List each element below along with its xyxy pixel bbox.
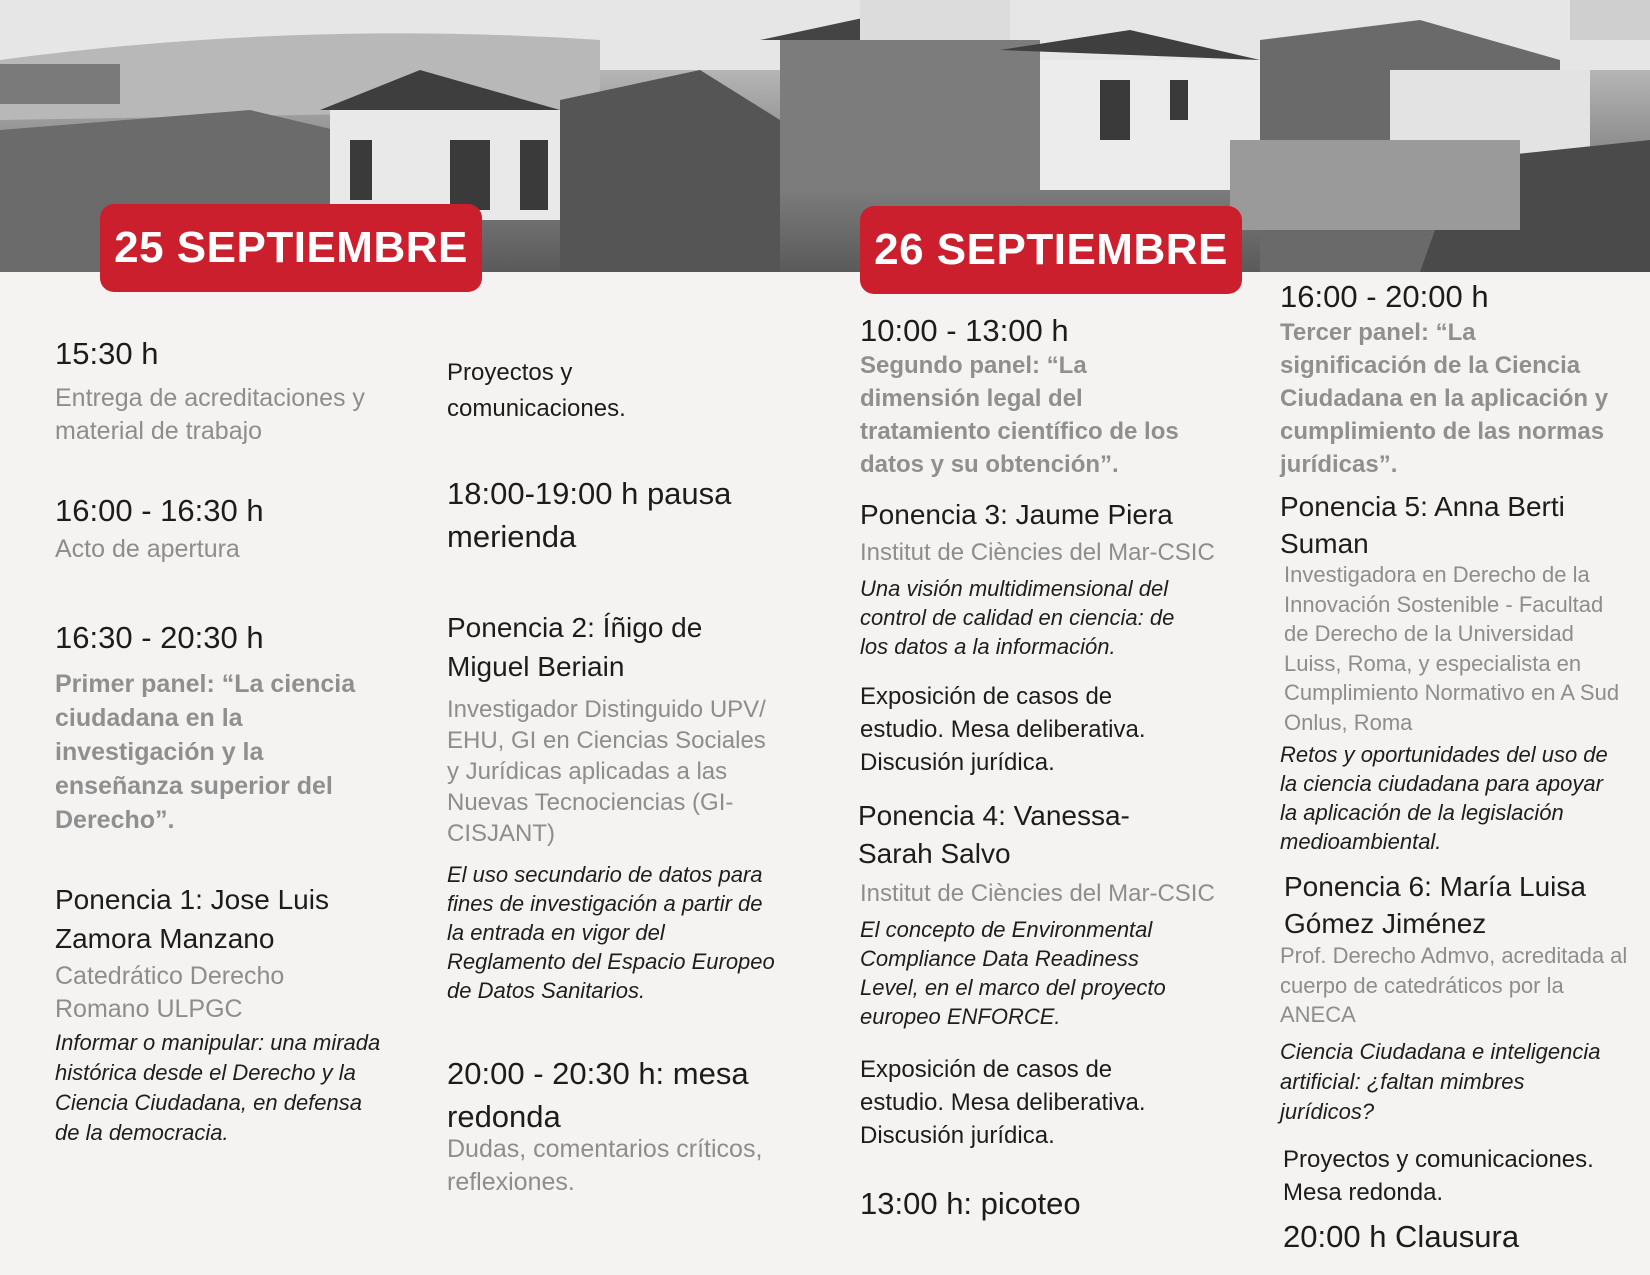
- date-label-25: 25 SEPTIEMBRE: [114, 223, 468, 272]
- time-1630-2030: 16:30 - 20:30 h: [55, 620, 264, 655]
- time-1600-2000: 16:00 - 20:00 h: [1280, 279, 1489, 314]
- ponencia-3-talk: Una visión multidimensional del control de calidad en ciencia: de los datos a la información.: [860, 576, 1175, 659]
- proyectos-mesa-redonda-day2: Proyectos y comunicaciones. Mesa redonda.: [1283, 1146, 1594, 1206]
- ponencia-2-title: Ponencia 2: Íñigo de Miguel Beriain: [447, 612, 703, 682]
- proyectos-comunicaciones-day1: Proyectos y comunicaciones.: [447, 359, 626, 422]
- mesa-redonda-desc: Dudas, comentarios críticos, reflexiones.: [447, 1135, 763, 1197]
- ponencia-1-title: Ponencia 1: Jose Luis Zamora Manzano: [55, 884, 329, 954]
- ponencia-4-affiliation: Institut de Ciències del Mar-CSIC: [860, 880, 1215, 907]
- ponencia-4-title: Ponencia 4: Vanessa-Sarah Salvo: [858, 800, 1130, 869]
- second-panel-title: Segundo panel: “La dimensión legal del tratamiento científico de los datos y su obtención”.: [860, 352, 1179, 478]
- clausura: 20:00 h Clausura: [1283, 1219, 1520, 1254]
- opening-act-text: Acto de apertura: [55, 535, 240, 563]
- date-badge-25: [100, 204, 482, 292]
- date-label-26: 26 SEPTIEMBRE: [874, 225, 1228, 274]
- accreditation-text: Entrega de acreditaciones y material de trabajo: [55, 384, 365, 446]
- time-1600-1630: 16:00 - 16:30 h: [55, 493, 264, 528]
- ponencia-1-talk: Informar o manipular: una mirada histórica desde el Derecho y la Ciencia Ciudadana, en defensa de la democracia.: [55, 1030, 381, 1145]
- ponencia-2-talk: El uso secundario de datos para fines de investigación a partir de la entrada en vigor del Reglamento del Espacio Europeo de Datos Sanitarios.: [447, 862, 775, 1003]
- ponencia-5-affiliation: Investigadora en Derecho de la Innovación Sostenible - Facultad de Derecho de la Universidad Luiss, Roma, y especialista en Cumplimiento Normativo en A Sud Onlus, Roma: [1284, 562, 1620, 735]
- ponencia-6-affiliation: Prof. Derecho Admvo, acreditada al cuerpo de catedráticos por la ANECA: [1280, 943, 1628, 1027]
- casos-estudio-1: Exposición de casos de estudio. Mesa deliberativa. Discusión jurídica.: [860, 683, 1146, 776]
- ponencia-2-affiliation: Investigador Distinguido UPV/ EHU, GI en Ciencias Sociales y Jurídicas aplicadas a las Nuevas Tecnociencias (GI-CISJANT): [447, 696, 766, 847]
- picoteo: 13:00 h: picoteo: [860, 1186, 1081, 1221]
- ponencia-5-talk: Retos y oportunidades del uso de la ciencia ciudadana para apoyar la aplicación de la legislación medioambiental.: [1280, 742, 1608, 854]
- pausa-merienda: 18:00-19:00 h pausa merienda: [447, 476, 732, 554]
- ponencia-6-title: Ponencia 6: María Luisa Gómez Jiménez: [1284, 871, 1586, 939]
- third-panel-title: Tercer panel: “La significación de la Ciencia Ciudadana en la aplicación y cumplimiento de las normas jurídicas”.: [1280, 319, 1609, 478]
- ponencia-5-title: Ponencia 5: Anna Berti Suman: [1280, 491, 1565, 559]
- ponencia-3-affiliation: Institut de Ciències del Mar-CSIC: [860, 539, 1215, 566]
- casos-estudio-2: Exposición de casos de estudio. Mesa deliberativa. Discusión jurídica.: [860, 1056, 1146, 1149]
- ponencia-4-talk: El concepto de Environmental Compliance Data Readiness Level, en el marco del proyecto europeo ENFORCE.: [860, 917, 1166, 1029]
- mesa-redonda-day1: 20:00 - 20:30 h: mesa redonda: [447, 1056, 749, 1134]
- time-1530: 15:30 h: [55, 336, 159, 371]
- ponencia-3-title: Ponencia 3: Jaume Piera: [860, 499, 1173, 530]
- ponencia-1-affiliation: Catedrático Derecho Romano ULPGC: [55, 962, 285, 1024]
- first-panel-title: Primer panel: “La ciencia ciudadana en la investigación y la enseñanza superior del Derecho”.: [55, 670, 356, 834]
- time-1000-1300: 10:00 - 13:00 h: [860, 313, 1069, 348]
- date-badge-26: [860, 206, 1242, 294]
- ponencia-6-talk: Ciencia Ciudadana e inteligencia artificial: ¿faltan mimbres jurídicos?: [1280, 1039, 1601, 1124]
